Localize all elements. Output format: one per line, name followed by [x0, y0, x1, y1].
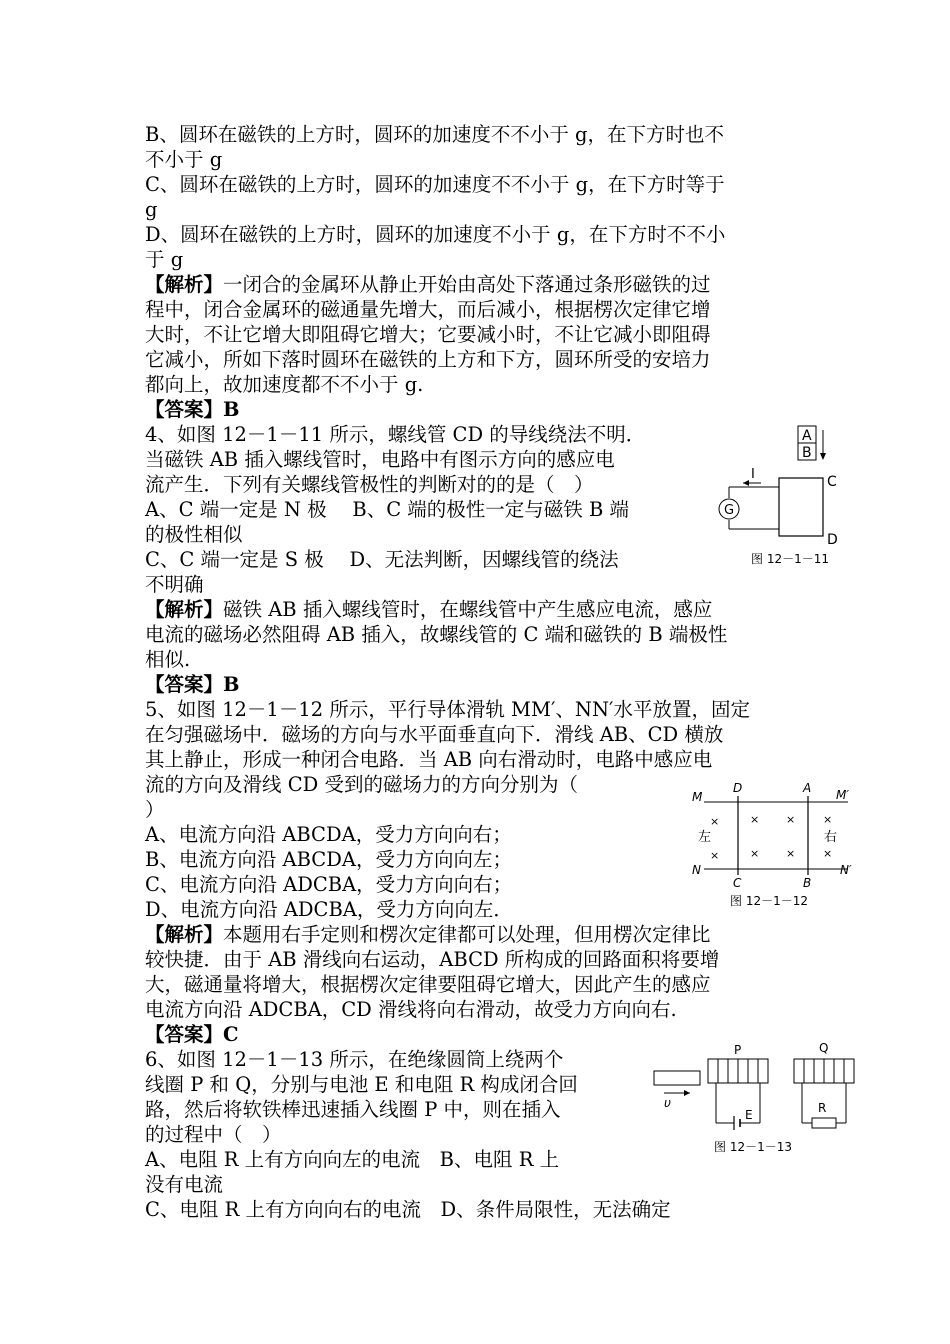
- analysis-text: 本题用右手定则和楞次定律都可以处理，但用楞次定律比: [223, 923, 711, 946]
- q3-analysis-line2: 程中，闭合金属环的磁通量先增大，而后减小，根据楞次定律它增: [145, 298, 711, 321]
- rail-label-m-prime: M′: [836, 788, 850, 802]
- q4-analysis-line3: 相似.: [145, 648, 191, 671]
- q5-answer: 【答案】C: [145, 1023, 239, 1046]
- q3-option-b-line2: 不小于 g: [145, 148, 223, 171]
- galvanometer-g: G: [724, 503, 735, 518]
- rod-label-b: B: [803, 876, 812, 890]
- q3-option-d-line2: 于 g: [145, 248, 184, 271]
- q5-stem-line2: 在匀强磁场中．磁场的方向与水平面垂直向下．滑线 AB、CD 横放: [145, 723, 724, 746]
- q5-option-d: D、电流方向沿 ADCBA，受力方向向左．: [145, 898, 513, 921]
- q6-block: [145, 1041, 829, 1222]
- rod-label-a: A: [803, 781, 812, 795]
- q6-stem-line1: 6、如图 12－1－13 所示，在绝缘圆筒上绕两个: [145, 1048, 564, 1071]
- q5-block: [145, 697, 852, 922]
- figure-caption: 图 12－1－12: [730, 894, 808, 908]
- q6-stem-line4: 的过程中（ ）: [145, 1123, 282, 1146]
- q6-stem-line3: 路，然后将软铁棒迅速插入线圈 P 中，则在插入: [145, 1098, 561, 1121]
- document-page: [145, 122, 852, 1222]
- figure-12-1-11: [713, 420, 838, 570]
- figure-12-1-13: [650, 1041, 865, 1166]
- q4-answer: 【答案】B: [145, 673, 240, 696]
- rail-label-m: M: [692, 790, 703, 804]
- q4-block: [145, 422, 838, 597]
- resistor-label-r: R: [818, 1101, 827, 1115]
- q4-analysis-line1: [145, 597, 810, 622]
- q3-analysis-line3: 大时，不让它增大即阻碍它增大；它要减小时，不让它减小即阻碍: [145, 323, 711, 346]
- field-mark: ×: [710, 849, 720, 862]
- q3-analysis-line5: 都向上，故加速度都不不小于 g.: [145, 373, 424, 396]
- q5-stem-line1: 5、如图 12－1－12 所示，平行导体滑轨 MM′、NN′水平放置，固定: [145, 698, 750, 721]
- q4-stem-line3: 流产生．下列有关螺线管极性的判断对的的是（ ）: [145, 473, 594, 496]
- rod-label-d: D: [733, 781, 743, 795]
- magnet-label-b: B: [802, 445, 812, 461]
- q4-stem-line2: 当磁铁 AB 插入螺线管时，电路中有图示方向的感应电: [145, 448, 615, 471]
- analysis-tag: 【解析】: [145, 273, 224, 296]
- q5-stem-line5: ）: [145, 798, 165, 821]
- q6-option-line3: C、电阻 R 上有方向向右的电流 D、条件局限性，无法确定: [145, 1198, 671, 1221]
- analysis-text: 一闭合的金属环从静止开始由高处下落通过条形磁铁的过: [223, 273, 711, 296]
- q6-option-line2: 没有电流: [145, 1173, 224, 1196]
- field-mark: ×: [786, 847, 796, 860]
- q4-stem-line1: 4、如图 12－1－11 所示，螺线管 CD 的导线绕法不明．: [145, 423, 646, 446]
- q4-option-line1: A、C 端一定是 N 极 B、C 端的极性一定与磁铁 B 端: [145, 498, 630, 521]
- rail-label-n: N: [692, 863, 701, 877]
- field-mark: ×: [750, 813, 760, 826]
- q4-option-line2: 的极性相似: [145, 523, 243, 546]
- figure-12-1-12: [690, 779, 865, 919]
- rod-label-c: C: [733, 876, 742, 890]
- q4-option-line3: C、C 端一定是 S 极 D、无法判断，因螺线管的绕法: [145, 548, 619, 571]
- coil-label-c: C: [827, 474, 837, 490]
- coil-label-q: Q: [819, 1041, 829, 1055]
- analysis-text: 磁铁 AB 插入螺线管时，在螺线管中产生感应电流，感应: [223, 598, 713, 621]
- battery-label-e: E: [745, 1108, 753, 1122]
- q5-analysis-line2: 较快捷．由于 AB 滑线向右运动，ABCD 所构成的回路面积将要增: [145, 948, 720, 971]
- analysis-tag: 【解析】: [145, 923, 224, 946]
- q3-answer: 【答案】B: [145, 398, 240, 421]
- field-mark: ×: [786, 813, 796, 826]
- q3-option-b-line1: B、圆环在磁铁的上方时，圆环的加速度不不小于 g，在下方时也不: [145, 123, 725, 146]
- magnet-label-a: A: [802, 428, 812, 444]
- current-label-i: I: [751, 467, 755, 482]
- field-mark: ×: [823, 813, 833, 826]
- coil-label-p: P: [734, 1043, 742, 1057]
- figure-caption: 图 12－1－13: [714, 1140, 792, 1154]
- figure-caption: 图 12－1－11: [751, 552, 829, 566]
- q4-analysis-line2: 电流的磁场必然阻碍 AB 插入，故螺线管的 C 端和磁铁的 B 端极性: [145, 623, 728, 646]
- velocity-label: υ: [664, 1096, 671, 1110]
- rail-label-n-prime: N′: [840, 863, 852, 877]
- q3-option-d-line1: D、圆环在磁铁的上方时，圆环的加速度不小于 g，在下方时不不小: [145, 223, 726, 246]
- q6-stem-line2: 线圈 P 和 Q，分别与电池 E 和电阻 R 构成闭合回: [145, 1073, 578, 1096]
- field-mark: ×: [823, 847, 833, 860]
- q3-option-c-line1: C、圆环在磁铁的上方时，圆环的加速度不不小于 g，在下方时等于: [145, 173, 725, 196]
- q5-stem-line3: 其上静止，形成一种闭合电路．当 AB 向右滑动时，电路中感应电: [145, 748, 713, 771]
- q5-analysis-line3: 大，磁通量将增大，根据楞次定律要阻碍它增大，因此产生的感应: [145, 973, 711, 996]
- field-mark: ×: [750, 847, 760, 860]
- q5-option-b: B、电流方向沿 ABCDA，受力方向向左；: [145, 848, 512, 871]
- field-mark: ×: [710, 815, 720, 828]
- q5-analysis-line4: 电流方向沿 ADCBA，CD 滑线将向右滑动，故受力方向向右.: [145, 998, 677, 1021]
- coil-label-d: D: [827, 532, 838, 548]
- q5-option-c: C、电流方向沿 ADCBA，受力方向向右；: [145, 873, 513, 896]
- q3-analysis-line1: [145, 272, 810, 297]
- q6-option-line1: A、电阻 R 上有方向向左的电流 B、电阻 R 上: [145, 1148, 560, 1171]
- label-right: 右: [824, 830, 838, 845]
- q4-option-line4: 不明确: [145, 573, 204, 596]
- q3-option-c-line2: g: [145, 198, 158, 221]
- q3-analysis-line4: 它减小，所如下落时圆环在磁铁的上方和下方，圆环所受的安培力: [145, 348, 711, 371]
- q5-analysis-line1: [145, 922, 810, 947]
- label-left: 左: [698, 830, 712, 845]
- q5-option-a: A、电流方向沿 ABCDA，受力方向向右；: [145, 823, 512, 846]
- analysis-tag: 【解析】: [145, 598, 224, 621]
- q5-stem-line4: 流的方向及滑线 CD 受到的磁场力的方向分别为（: [145, 773, 578, 796]
